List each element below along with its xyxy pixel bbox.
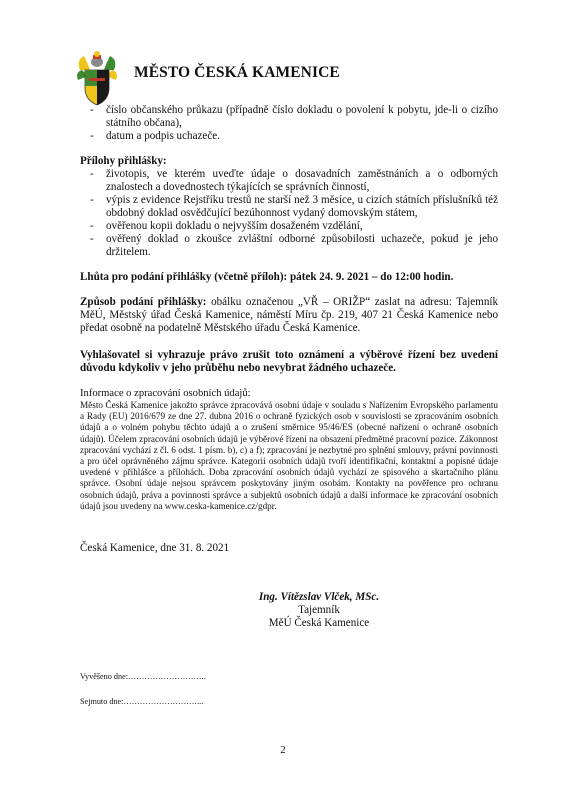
reservation-notice: Vyhlašovatel si vyhrazuje právo zrušit toto oznámení a výběrové řízení bez uvedení důvodu kdykoliv v jeho průběhu nebo nevybrat žádného uchazeče.: [80, 349, 498, 374]
applicant-data-list: [80, 104, 498, 143]
list-item: - ověřenou kopii dokladu o nejvyšším dosaženém vzdělání,: [80, 220, 498, 233]
privacy-text: Město Česká Kamenice jakožto správce zpracovává osobní údaje v souladu s Nařízením Evropského parlamentu a Rady (EU) 2016/679 ze dne 27. dubna 2016 o ochraně fyzických osob v souvislosti se zpracováním osobních údajů a o volném pohybu těchto údajů a o zrušení směrnice 95/46/ES (obecné nařízení o ochraně osobních údajů). Účelem zpracování osobních údajů je výběrové řízení na obsazení předmětné pracovní pozice. Zákonnost zpracování vychází z čl. 6 odst. 1 písm. b), c) a f); zpracování je nezbytné pro splnění smlouvy, právní povinnosti a pro účel oprávněného zájmu správce. Kategorii osobních údajů tvoří identifikační, kontaktní a popisné údaje uvedené v přihlášce a přílohách. Doba zpracování osobních údajů vychází ze spisového a skartačního plánu správce. Osobní údaje nejsou správcem poskytovány jiným osobám. Kontakty na pověřence pro ochranu osobních údajů, práva a povinnosti správce a subjektů osobních údajů a další informace ke zpracování osobních údajů jsou uvedeny na www.ceska-kamenice.cz/gdpr.: [80, 400, 498, 511]
place-and-date: Česká Kamenice, dne 31. 8. 2021: [80, 542, 230, 555]
submission-text: obálku označenou „VŘ – ORIŽP“ zaslat na adresu: Tajemník MěÚ, Městský úřad Česká Kamenice, náměstí Míru čp. 219, 407 21 Česká Kamenice nebo předat osobně na podatelně Městského úřadu Česká Kamenice.: [80, 296, 498, 334]
list-item: - číslo občanského průkazu (případně číslo dokladu o povolení k pobytu, jde-li o cizího státního občana),: [80, 104, 498, 130]
submission-paragraph: [80, 296, 498, 335]
signatory-name: Ing. Vítězslav Vlček, MSc.: [258, 591, 380, 604]
town-coat-of-arms-logo: [76, 50, 118, 106]
list-item: - ověřený doklad o zkoušce zvláštní odborné způsobilosti uchazeče, pokud je jeho držitelem.: [80, 233, 498, 259]
signatory-role: Tajemník: [298, 604, 340, 617]
attachments-section: [80, 155, 498, 259]
attachments-heading: Přílohy přihlášky:: [80, 155, 167, 167]
privacy-heading: Informace o zpracování osobních údajů:: [80, 388, 251, 399]
signature-block: [140, 591, 498, 630]
page-number: 2: [280, 744, 286, 756]
list-item: - výpis z evidence Rejstříku trestů ne starší než 3 měsíce, u cizích státních příslušníků též obdobný doklad osvědčující bezúhonnost vydaný domovským státem,: [80, 194, 498, 220]
town-name-heading: MĚSTO ČESKÁ KAMENICE: [134, 64, 340, 81]
signatory-office: MěÚ Česká Kamenice: [268, 617, 370, 630]
document-body: [80, 104, 498, 708]
attachments-list: [80, 168, 498, 259]
list-item: - životopis, ve kterém uveďte údaje o dosavadních zaměstnáních a o odborných znalostech a dovednostech týkajících se správních činností,: [80, 168, 498, 194]
posted-date-line: Vyvěšeno dne:………………………..: [80, 672, 206, 682]
deadline-text: Lhůta pro podání přihlášky (včetně příloh): pátek 24. 9. 2021 – do 12:00 hodin.: [80, 271, 454, 283]
letterhead: [76, 50, 496, 106]
removed-date-line: Sejmuto dne:………………………...: [80, 697, 204, 707]
submission-label: Způsob podání přihlášky:: [80, 296, 207, 308]
list-item: - datum a podpis uchazeče.: [80, 130, 498, 143]
